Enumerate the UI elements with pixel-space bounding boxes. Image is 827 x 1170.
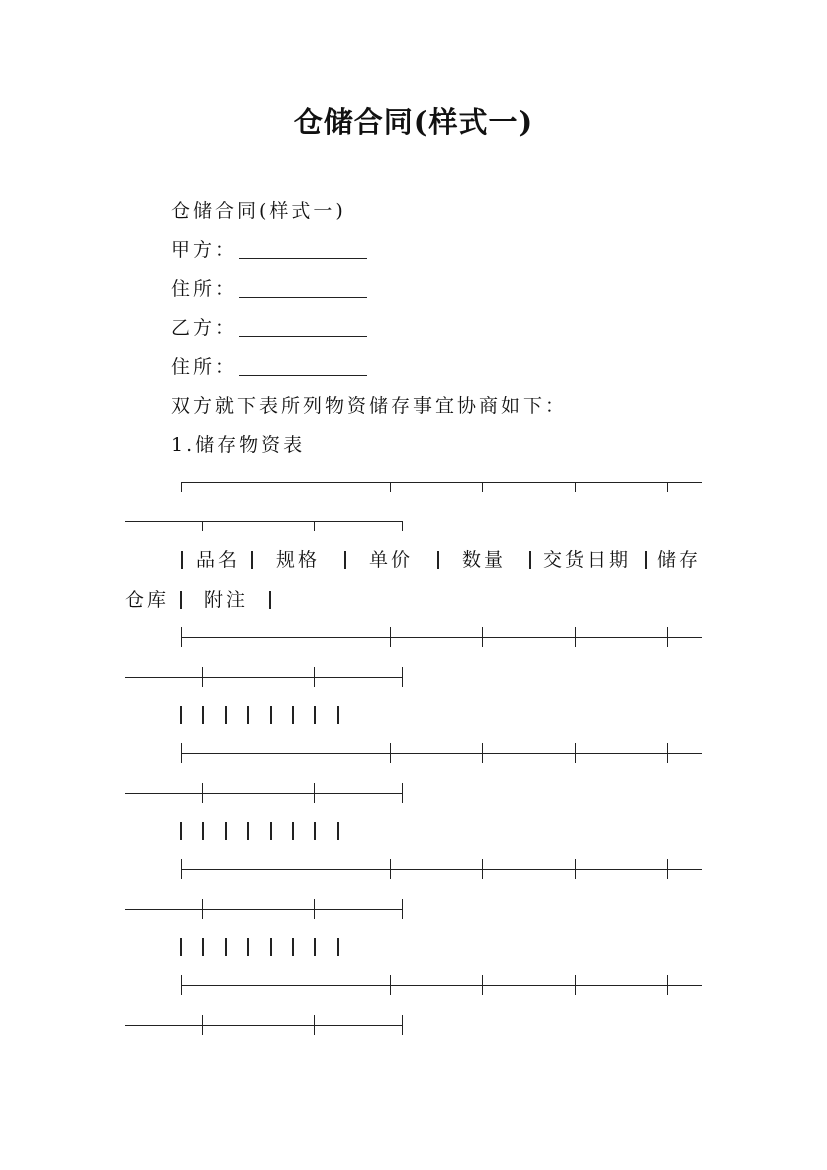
address-b-blank xyxy=(239,356,367,376)
contract-subtitle: 仓储合同(样式一) xyxy=(171,200,346,222)
header-unit-price: 单价 xyxy=(369,549,414,571)
address-a-blank xyxy=(239,278,367,298)
header-warehouse: 仓库 xyxy=(125,589,170,611)
party-b-line xyxy=(171,316,367,340)
header-remarks: 附注 xyxy=(204,589,249,611)
document-title: 仓储合同(样式一) xyxy=(293,105,534,139)
address-b-label: 住所： xyxy=(171,356,238,378)
address-a-label: 住所： xyxy=(171,278,238,300)
party-b-label: 乙方： xyxy=(171,317,238,339)
section-1-heading: 1.储存物资表 xyxy=(171,434,306,456)
party-a-line xyxy=(171,238,367,262)
header-storage: 储存 xyxy=(657,549,702,571)
party-b-blank xyxy=(239,317,367,337)
header-spec: 规格 xyxy=(276,549,321,571)
address-b-line xyxy=(171,355,367,379)
party-a-blank xyxy=(239,239,367,259)
party-a-label: 甲方： xyxy=(171,239,238,261)
address-a-line xyxy=(171,277,367,301)
header-delivery-date: 交货日期 xyxy=(543,549,632,571)
intro-paragraph: 双方就下表所列物资储存事宜协商如下： xyxy=(171,395,568,417)
header-product-name: 品名 xyxy=(196,549,241,571)
header-quantity: 数量 xyxy=(462,549,507,571)
